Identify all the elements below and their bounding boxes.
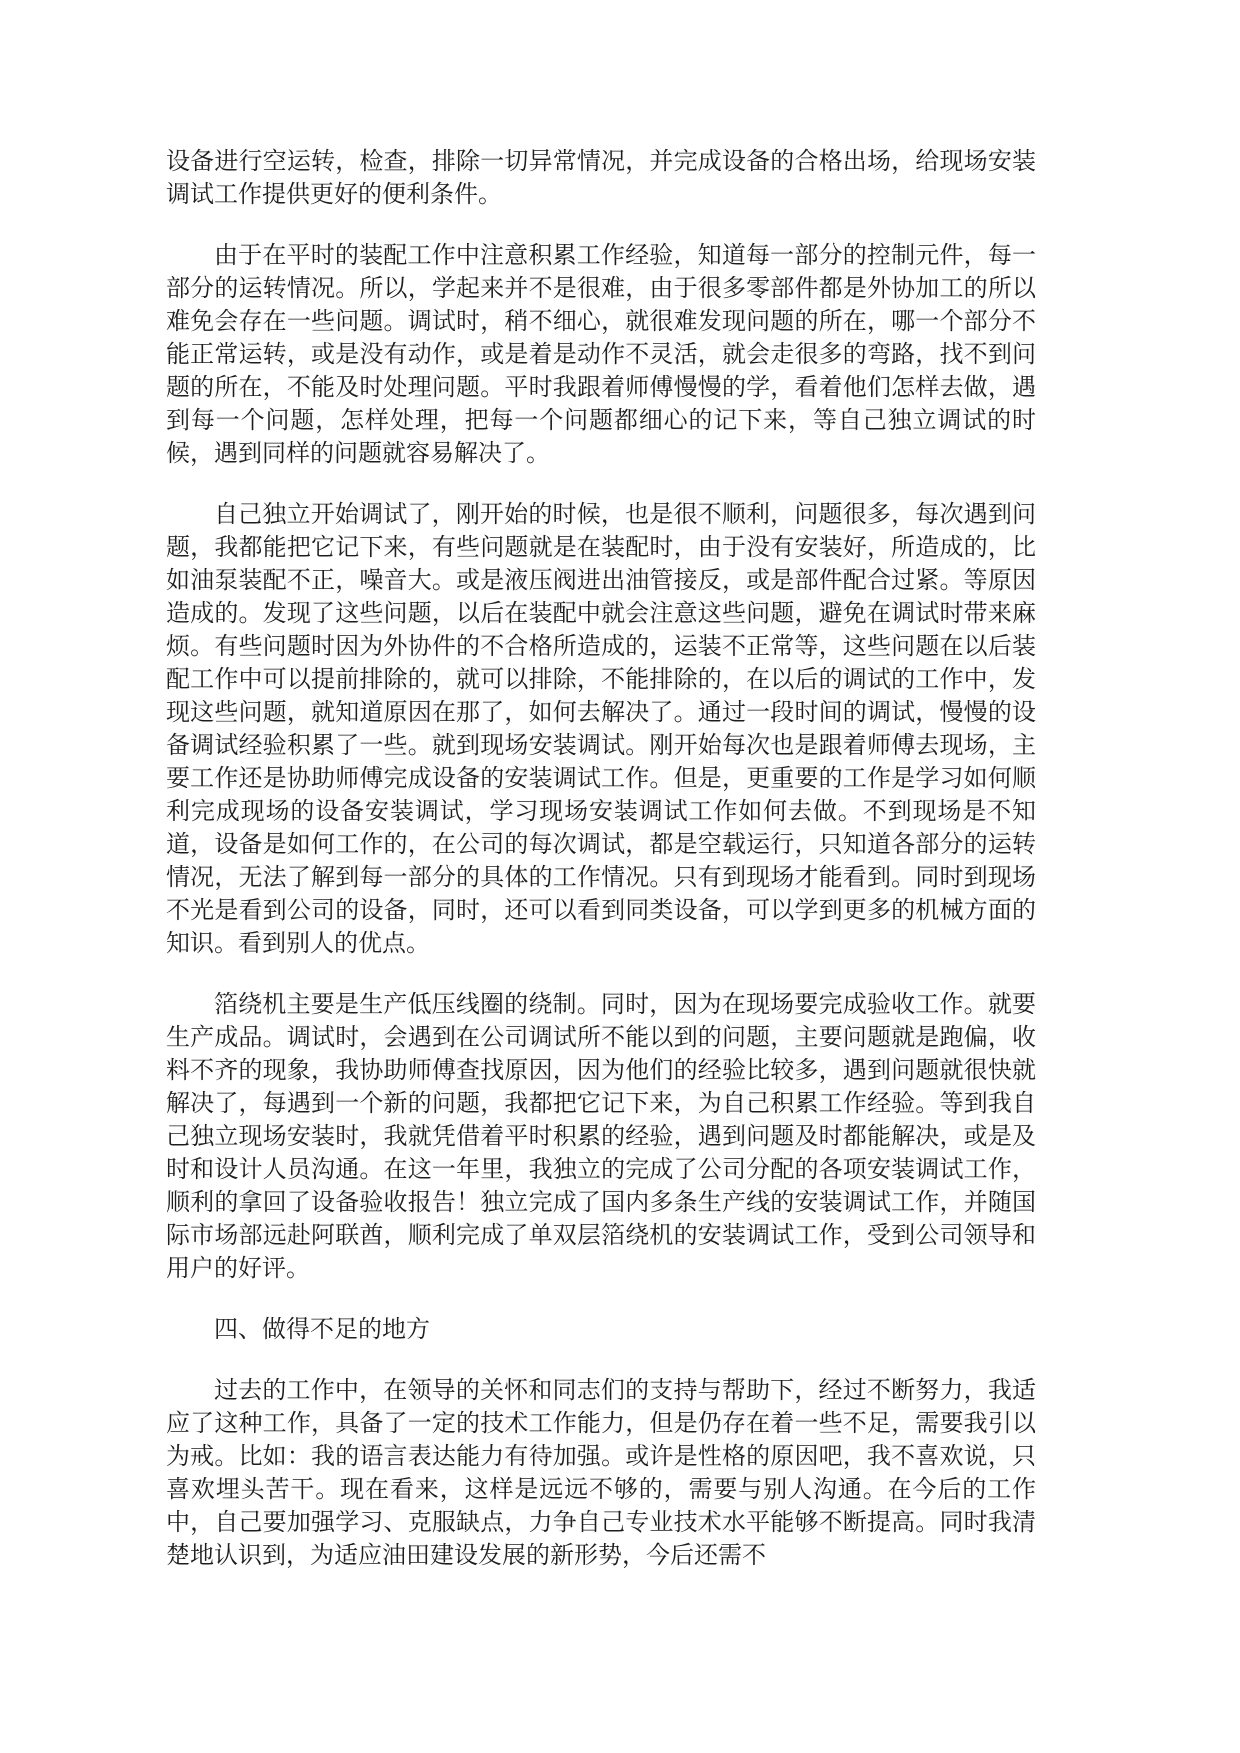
paragraph: 设备进行空运转，检查，排除一切异常情况，并完成设备的合格出场，给现场安装调试工作提供更好的便利条件。 bbox=[166, 149, 1036, 208]
paragraph: 自己独立开始调试了，刚开始的时候，也是很不顺利，问题很多，每次遇到问题，我都能把它记下来，有些问题就是在装配时，由于没有安装好，所造成的，比如油泵装配不正，噪音大。或是液压阀进出油管接反，或是部件配合过紧。等原因造成的。发现了这些问题，以后在装配中就会注意这些问题，避免在调试时带来麻烦。有些问题时因为外协件的不合格所造成的，运装不正常等，这些问题在以后装配工作中可以提前排除的，就可以排除，不能排除的，在以后的调试的工作中，发现这些问题，就知道原因在那了，如何去解决了。通过一段时间的调试，慢慢的设备调试经验积累了一些。就到现场安装调试。刚开始每次也是跟着师傅去现场，主要工作还是协助师傅完成设备的安装调试工作。但是，更重要的工作是学习如何顺利完成现场的设备安装调试，学习现场安装调试工作如何去做。不到现场是不知道，设备是如何工作的，在公司的每次调试，都是空载运行，只知道各部分的运转情况，无法了解到每一部分的具体的工作情况。只有到现场才能看到。同时到现场不光是看到公司的设备，同时，还可以看到同类设备，可以学到更多的机械方面的知识。看到别人的优点。 bbox=[166, 502, 1036, 957]
paragraph: 过去的工作中，在领导的关怀和同志们的支持与帮助下，经过不断努力，我适应了这种工作，具备了一定的技术工作能力，但是仍存在着一些不足，需要我引以为戒。比如：我的语言表达能力有待加强。或许是性格的原因吧，我不喜欢说，只喜欢埋头苦干。现在看来，这样是远远不够的，需要与别人沟通。在今后的工作中，自己要加强学习、克服缺点，力争自己专业技术水平能够不断提高。同时我清楚地认识到，为适应油田建设发展的新形势，今后还需不 bbox=[166, 1378, 1036, 1569]
paragraph: 由于在平时的装配工作中注意积累工作经验，知道每一部分的控制元件，每一部分的运转情况。所以，学起来并不是很难，由于很多零部件都是外协加工的所以难免会存在一些问题。调试时，稍不细心，就很难发现问题的所在，哪一个部分不能正常运转，或是没有动作，或是着是动作不灵活，就会走很多的弯路，找不到问题的所在，不能及时处理问题。平时我跟着师傅慢慢的学，看着他们怎样去做，遇到每一个问题，怎样处理，把每一个问题都细心的记下来，等自己独立调试的时候，遇到同样的问题就容易解决了。 bbox=[166, 243, 1036, 467]
section-heading: 四、做得不足的地方 bbox=[214, 1317, 430, 1343]
paragraph: 箔绕机主要是生产低压线圈的绕制。同时，因为在现场要完成验收工作。就要生产成品。调试时，会遇到在公司调试所不能以到的问题，主要问题就是跑偏，收料不齐的现象，我协助师傅查找原因，因为他们的经验比较多，遇到问题就很快就解决了，每遇到一个新的问题，我都把它记下来，为自己积累工作经验。等到我自己独立现场安装时，我就凭借着平时积累的经验，遇到问题及时都能解决，或是及时和设计人员沟通。在这一年里，我独立的完成了公司分配的各项安装调试工作，顺利的拿回了设备验收报告！独立完成了国内多条生产线的安装调试工作，并随国际市场部远赴阿联酋，顺利完成了单双层箔绕机的安装调试工作，受到公司领导和用户的好评。 bbox=[166, 992, 1036, 1282]
document-body bbox=[166, 146, 1036, 1573]
